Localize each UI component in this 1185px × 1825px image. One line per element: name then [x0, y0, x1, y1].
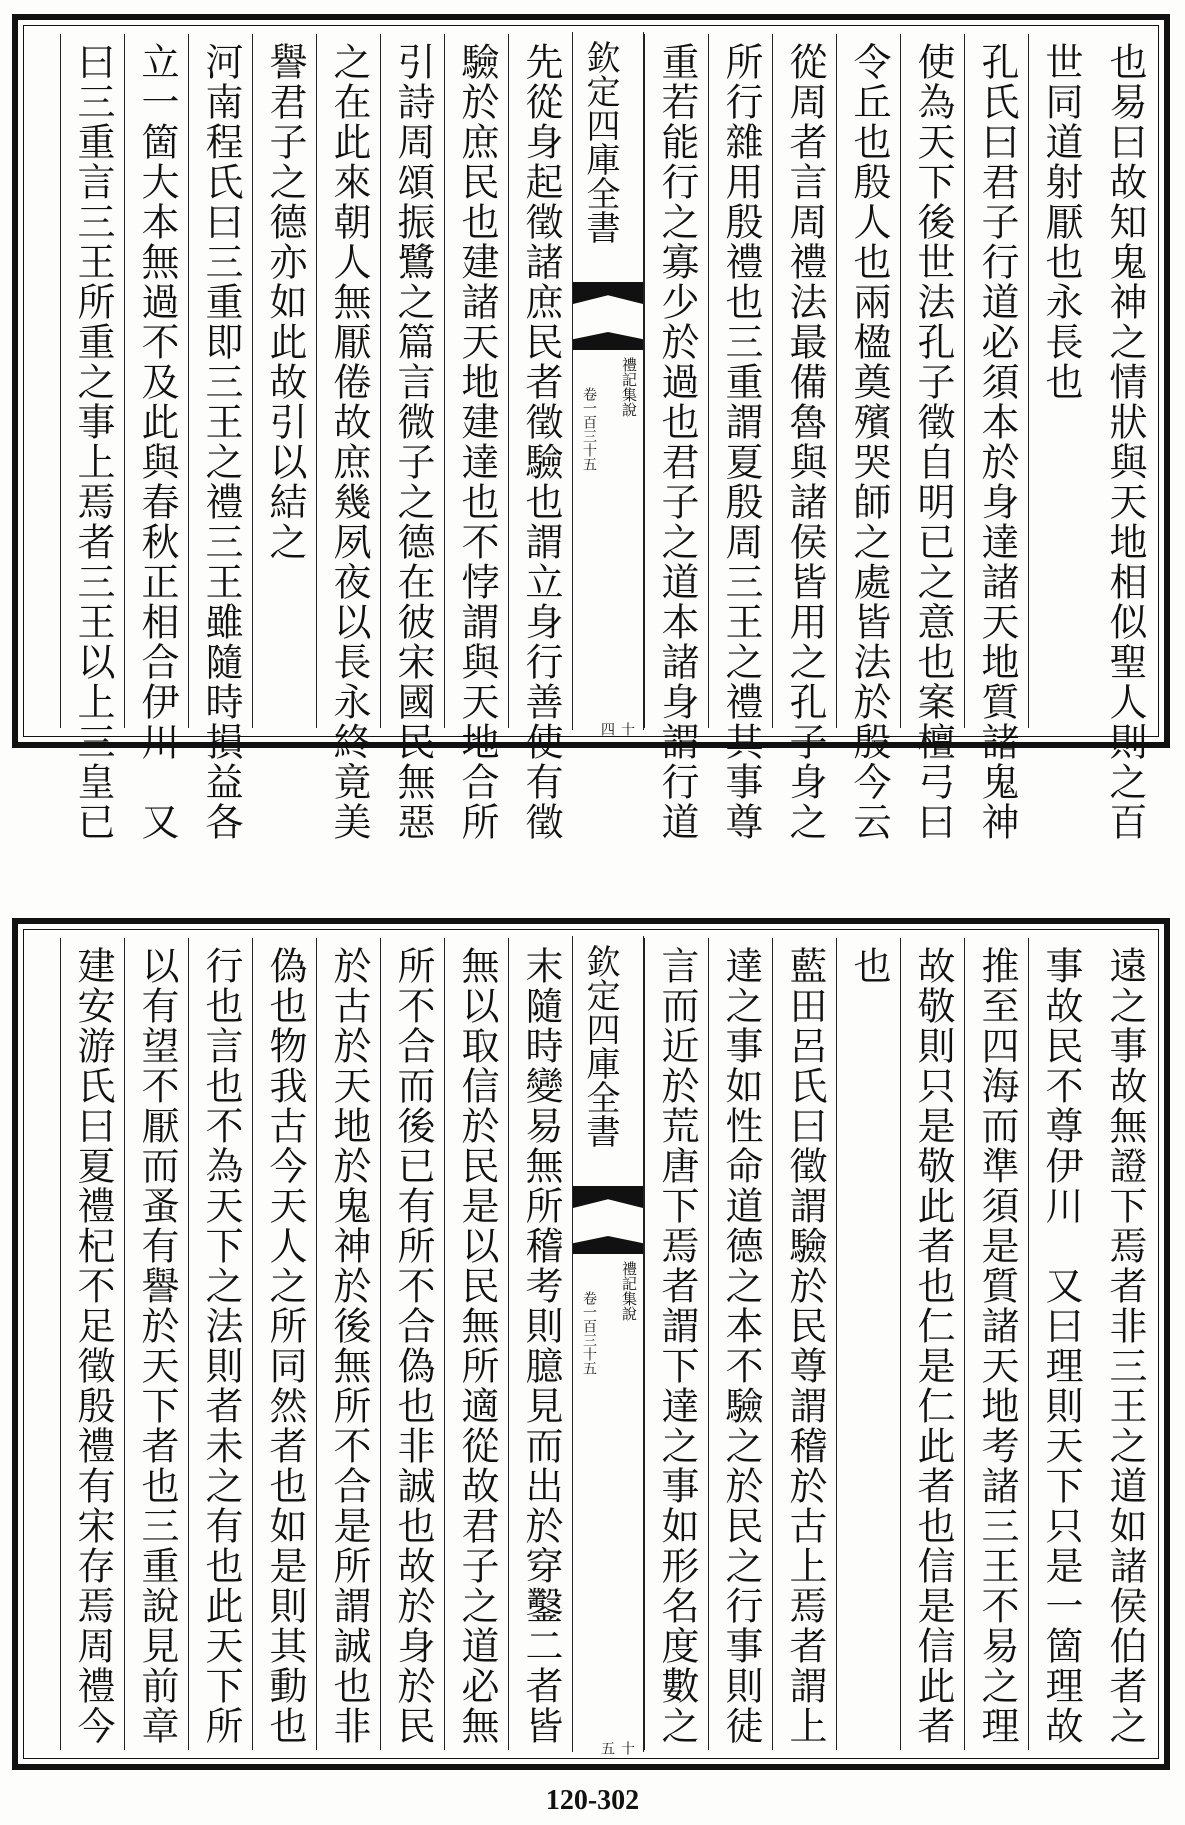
column-text: 故敬則只是敬此者也仁是仁此者也信是信此者 — [911, 946, 955, 1746]
column-text: 河南程氏曰三重即三王之禮三王雖隨時損益各 — [199, 42, 243, 842]
text-column — [708, 938, 772, 1750]
column-text: 行也言也不為天下之法則者未之有也此天下所 — [199, 946, 243, 1746]
gutter-volume: 卷一百三十五 — [581, 1291, 597, 1375]
column-text: 建安游氏曰夏禮杞不足徵殷禮有宋存焉周禮今 — [71, 946, 115, 1746]
text-column — [252, 938, 316, 1750]
gutter-title: 欽定四庫全書 — [580, 944, 620, 1148]
text-column — [644, 938, 708, 1750]
text-column — [708, 34, 772, 842]
text-column — [964, 34, 1028, 842]
column-text: 末隨時變易無所稽考則臆見而出於穿鑿二者皆 — [519, 946, 563, 1746]
bottom-page-frame — [23, 929, 1159, 1759]
text-column — [964, 938, 1028, 1750]
top-page — [12, 14, 1170, 842]
column-text: 以有望不厭而蚤有譽於天下者也三重說見前章 — [135, 946, 179, 1746]
gutter-book-title: 禮記集說 — [620, 1261, 638, 1321]
text-column — [900, 938, 964, 1750]
text-column — [60, 34, 124, 842]
column-text: 推至四海而準須是質諸天地考諸三王不易之理 — [975, 946, 1019, 1746]
top-page-frame — [23, 25, 1159, 842]
text-column — [316, 34, 380, 842]
fish-tail-mark — [573, 1186, 643, 1208]
gutter-page-number: 十四 — [599, 722, 635, 736]
text-column — [772, 34, 836, 842]
column-text: 引詩周頌振鷺之篇言微子之德在彼宋國民無惡 — [391, 42, 435, 842]
text-column — [1028, 34, 1092, 728]
column-text: 無以取信於民是以民無所適從故君子之道必無 — [455, 946, 499, 1746]
column-text: 之在此來朝人無厭倦故庶幾夙夜以長永終竟美 — [327, 42, 371, 842]
center-gutter — [572, 32, 644, 736]
text-column — [124, 938, 188, 1750]
text-column — [508, 34, 572, 842]
text-column — [508, 938, 572, 1750]
gutter-page-number: 十五 — [599, 1741, 635, 1755]
text-column — [772, 938, 836, 1750]
column-text: 也 — [847, 946, 891, 986]
column-text: 驗於庶民也建諸天地建達也不悖謂與天地合所 — [455, 42, 499, 842]
page-footer-number: 120-302 — [545, 1785, 640, 1816]
fish-tail-mark — [573, 1236, 643, 1254]
text-column — [60, 938, 124, 1750]
text-column — [124, 34, 188, 842]
text-column — [316, 938, 380, 1750]
text-column — [1028, 938, 1092, 1750]
column-text: 曰三重言三王所重之事上焉者三王以上三皇已 — [71, 42, 115, 842]
column-text: 遠之事故無證下焉者非三王之道如諸侯伯者之 — [1103, 946, 1147, 1746]
text-column — [644, 34, 708, 842]
text-column — [380, 938, 444, 1750]
gutter-book-title: 禮記集說 — [620, 357, 638, 417]
fish-tail-mark — [573, 282, 643, 304]
text-column — [1092, 34, 1156, 842]
column-text: 所行雜用殷禮也三重謂夏殷周三王之禮其事尊 — [719, 42, 763, 842]
text-column — [900, 34, 964, 842]
bottom-page — [12, 918, 1170, 1770]
text-column — [836, 938, 900, 1750]
gutter-volume: 卷一百三十五 — [581, 387, 597, 471]
column-text: 所不合而後已有所不合偽也非誠也故於身於民 — [391, 946, 435, 1746]
center-gutter — [572, 936, 644, 1755]
text-column — [380, 34, 444, 842]
column-text: 於古於天地於鬼神於後無所不合是所謂誠也非 — [327, 946, 371, 1746]
column-text: 立一箇大本無過不及此與春秋正相合伊川 又 — [135, 42, 179, 842]
column-text: 也易曰故知鬼神之情狀與天地相似聖人則之百 — [1103, 42, 1147, 842]
column-text: 偽也物我古今天人之所同然者也如是則其動也 — [263, 946, 307, 1746]
column-text: 藍田呂氏曰徵謂驗於民尊謂稽於古上焉者謂上 — [783, 946, 827, 1746]
column-text: 重若能行之寡少於過也君子之道本諸身謂行道 — [655, 42, 699, 842]
text-column — [444, 938, 508, 1750]
column-text: 言而近於荒唐下焉者謂下達之事如形名度數之 — [655, 946, 699, 1746]
column-text: 事故民不尊伊川 又曰理則天下只是一箇理故 — [1039, 946, 1083, 1746]
text-column — [252, 34, 316, 728]
column-text: 先從身起徵諸庶民者徵驗也謂立身行善使有徵 — [519, 42, 563, 842]
column-text: 孔氏曰君子行道必須本於身達諸天地質諸鬼神 — [975, 42, 1019, 842]
column-text: 譽君子之德亦如此故引以結之 — [263, 42, 307, 562]
column-text: 使為天下後世法孔子徵自明已之意也案檀弓曰 — [911, 42, 955, 842]
text-column — [1092, 938, 1156, 1750]
text-column — [444, 34, 508, 842]
gutter-title: 欽定四庫全書 — [580, 40, 620, 244]
column-text: 令丘也殷人也兩楹奠殯哭師之處皆法於殷今云 — [847, 42, 891, 842]
text-column — [188, 938, 252, 1750]
column-text: 達之事如性命道德之本不驗之於民之行事則徒 — [719, 946, 763, 1746]
column-text: 世同道射厭也永長也 — [1039, 42, 1083, 402]
text-column — [836, 34, 900, 842]
column-text: 從周者言周禮法最備魯與諸侯皆用之孔子身之 — [783, 42, 827, 842]
text-column — [188, 34, 252, 842]
fish-tail-mark — [573, 332, 643, 350]
